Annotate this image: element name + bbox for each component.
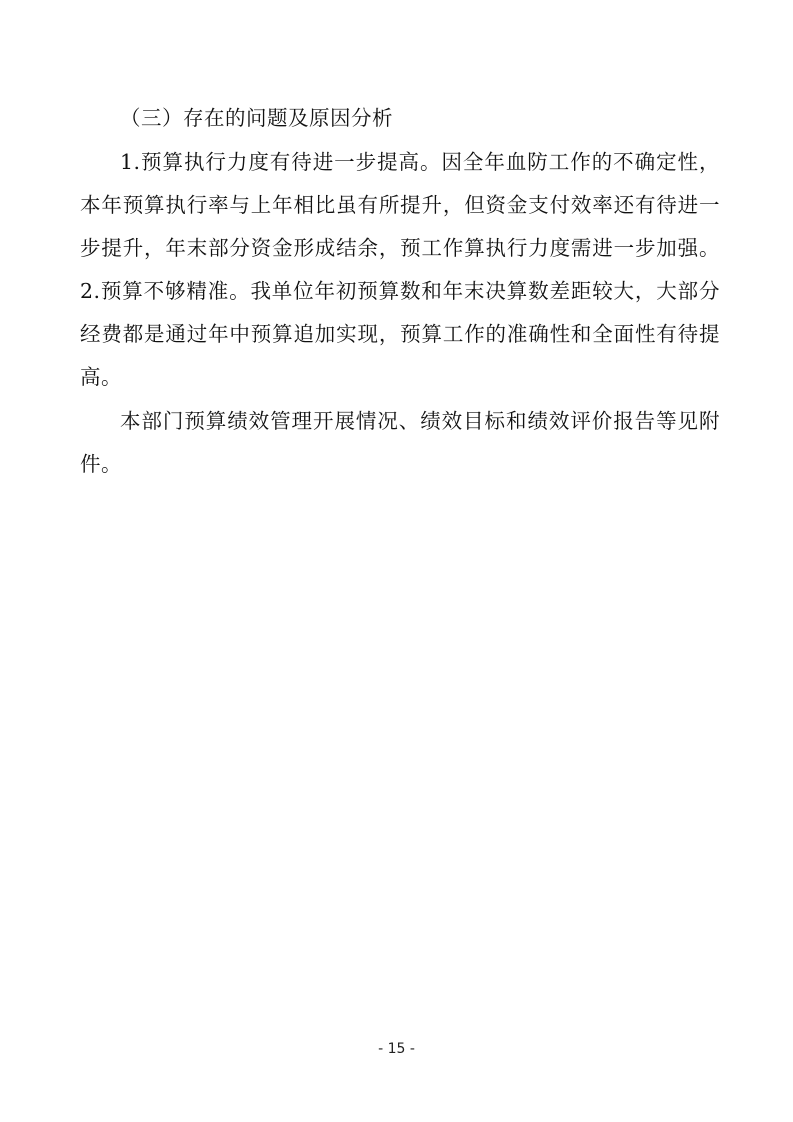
paragraph-line-3: 步提升，年末部分资金形成结余，预工作算执行力度需进一步加强。 bbox=[80, 236, 720, 260]
paragraph-line-7: 本部门预算绩效管理开展情况、绩效目标和绩效评价报告等见附 bbox=[120, 409, 720, 433]
paragraph-line-6: 高。 bbox=[80, 365, 122, 389]
paragraph-line-2: 本年预算执行率与上年相比虽有所提升，但资金支付效率还有待进一 bbox=[80, 193, 720, 217]
paragraph-line-5: 经费都是通过年中预算追加实现，预算工作的准确性和全面性有待提 bbox=[80, 322, 720, 346]
page-number: - 15 - bbox=[378, 1041, 415, 1057]
section-heading: （三）存在的问题及原因分析 bbox=[120, 106, 393, 130]
paragraph-line-4: 2.预算不够精准。我单位年初预算数和年末决算数差距较大，大部分 bbox=[80, 279, 720, 303]
paragraph-line-8: 件。 bbox=[80, 452, 122, 476]
paragraph-line-1: 1.预算执行力度有待进一步提高。因全年血防工作的不确定性， bbox=[120, 150, 720, 174]
